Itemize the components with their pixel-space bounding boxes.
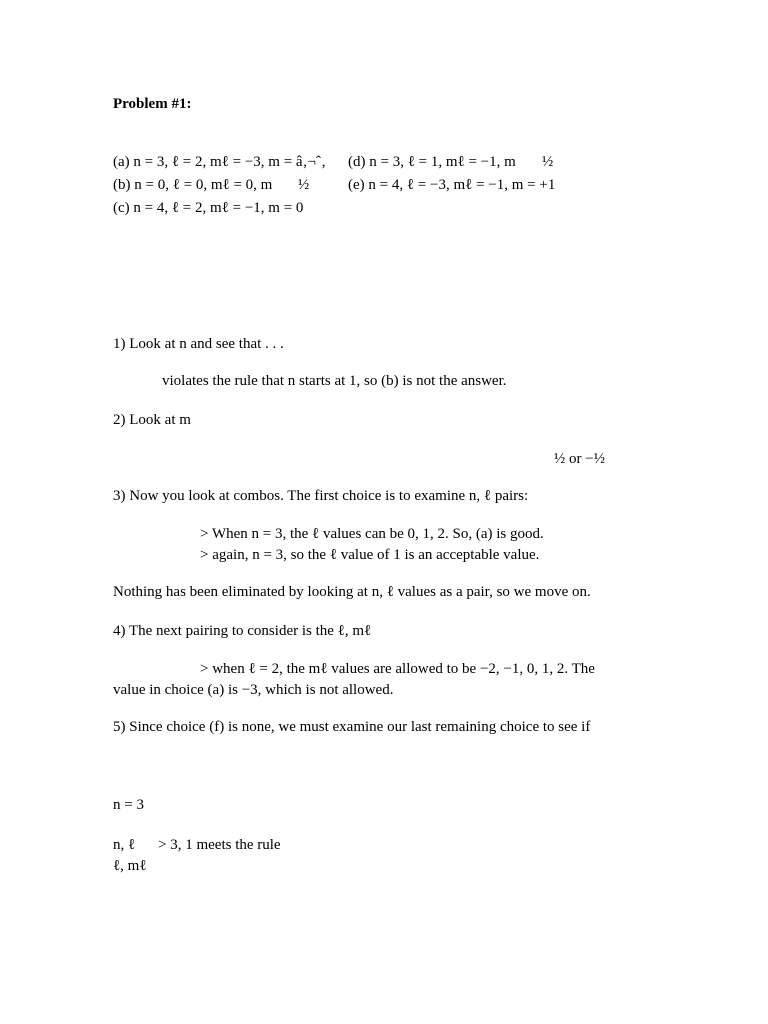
step-5: 5) Since choice (f) is none, we must examine our last remaining choice to see if xyxy=(113,719,591,735)
step-4-point-a: > when ℓ = 2, the mℓ values are allowed to be −2, −1, 0, 1, 2. The xyxy=(200,661,595,677)
choice-b-half: ½ xyxy=(298,177,310,193)
step-3-point-b: > again, n = 3, so the ℓ value of 1 is an acceptable value. xyxy=(200,547,540,563)
step-2-detail: ½ or −½ xyxy=(554,451,605,467)
page-title: Problem #1: xyxy=(113,96,192,112)
choice-b: (b) n = 0, ℓ = 0, mℓ = 0, m xyxy=(113,177,273,193)
check-nl-value: > 3, 1 meets the rule xyxy=(158,837,281,853)
step-4: 4) The next pairing to consider is the ℓ, mℓ xyxy=(113,623,372,639)
choice-e: (e) n = 4, ℓ = −3, mℓ = −1, m = +1 xyxy=(348,177,556,193)
check-nl-label: n, ℓ xyxy=(113,837,136,853)
choice-a: (a) n = 3, ℓ = 2, mℓ = −3, m = â‚¬ˆ‚ xyxy=(113,154,327,170)
choice-d-half: ½ xyxy=(542,154,554,170)
choice-d: (d) n = 3, ℓ = 1, mℓ = −1, m xyxy=(348,154,516,170)
step-2: 2) Look at m xyxy=(113,412,191,428)
check-n: n = 3 xyxy=(113,797,144,813)
step-3-summary: Nothing has been eliminated by looking at n, ℓ values as a pair, so we move on. xyxy=(113,584,591,600)
step-1-detail: violates the rule that n starts at 1, so (b) is not the answer. xyxy=(162,373,507,389)
step-1: 1) Look at n and see that . . . xyxy=(113,336,284,352)
check-lm-label: ℓ, mℓ xyxy=(113,858,147,874)
step-4-point-b: value in choice (a) is −3, which is not allowed. xyxy=(113,682,394,698)
step-3: 3) Now you look at combos. The first choice is to examine n, ℓ pairs: xyxy=(113,488,529,504)
step-3-point-a: > When n = 3, the ℓ values can be 0, 1, 2. So, (a) is good. xyxy=(200,526,544,542)
choice-c: (c) n = 4, ℓ = 2, mℓ = −1, m = 0 xyxy=(113,200,304,216)
